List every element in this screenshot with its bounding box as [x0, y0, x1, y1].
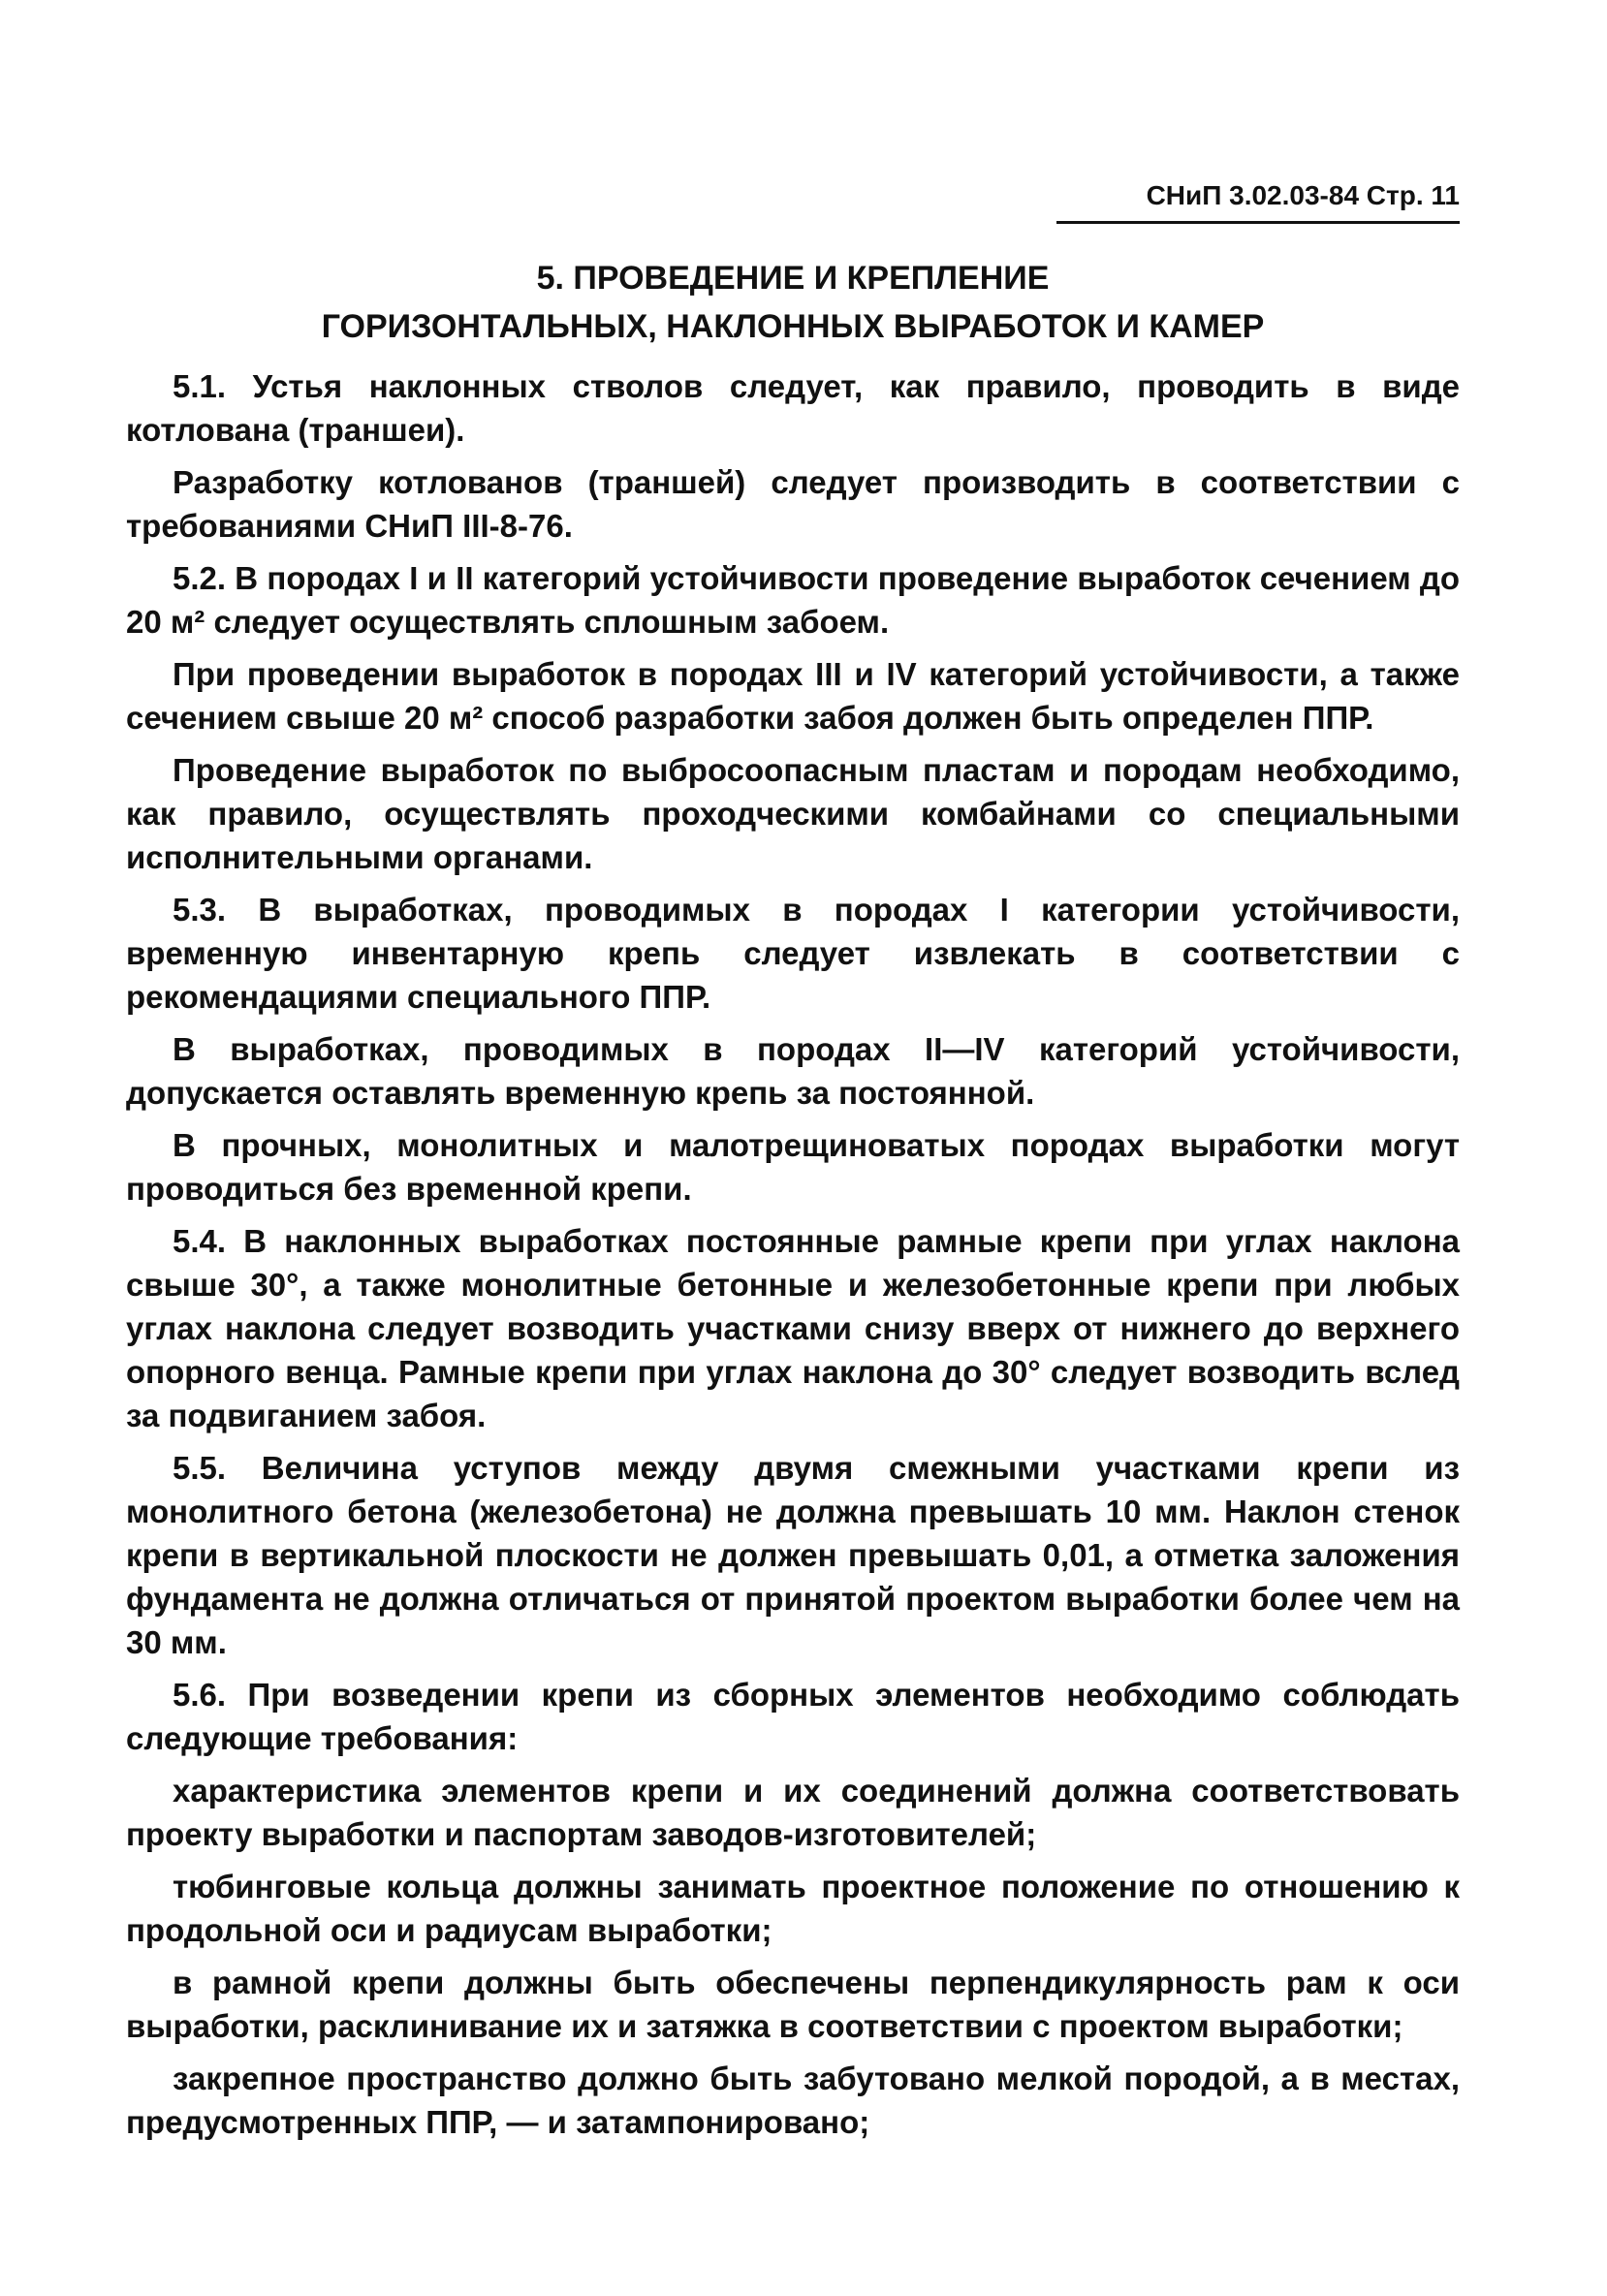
running-header	[1056, 176, 1460, 224]
section-title-line-2: ГОРИЗОНТАЛЬНЫХ, НАКЛОННЫХ ВЫРАБОТОК И КАМЕР	[321, 308, 1265, 345]
requirement-tubing-rings	[126, 1865, 1460, 1952]
clause-number: 5.5.	[173, 1450, 227, 1486]
paragraph-text: Устья наклонных стволов следует, как правило, проводить в виде котлована (траншеи).	[126, 368, 1460, 448]
clause-number: 5.1.	[173, 368, 227, 404]
paragraph-5-3-temporary	[126, 1027, 1460, 1115]
paragraph-5-3	[126, 888, 1460, 1019]
paragraph-5-2	[126, 556, 1460, 644]
clause-number: 5.6.	[173, 1677, 227, 1713]
clause-number: 5.4.	[173, 1223, 227, 1259]
paragraph-text: Разработку котлованов (траншей) следует производить в соответствии с требованиями СНиП III-8-76.	[126, 464, 1460, 544]
paragraph-5-1	[126, 364, 1460, 452]
requirement-frame-support	[126, 1961, 1460, 2048]
paragraph-text: При возведении крепи из сборных элементов необходимо соблюдать следующие требования:	[126, 1677, 1460, 1756]
requirement-elements	[126, 1769, 1460, 1856]
paragraph-5-1-continued	[126, 460, 1460, 548]
paragraph-text: В породах I и II категорий устойчивости проведение выработок сечением до 20 м² следует осуществлять сплошным забоем.	[126, 560, 1460, 640]
section-title	[126, 254, 1460, 351]
paragraph-text: характеристика элементов крепи и их соединений должна соответствовать проекту выработки и паспортам заводов-изготовителей;	[126, 1773, 1460, 1852]
paragraph-5-2-outburst	[126, 748, 1460, 879]
paragraph-text: тюбинговые кольца должны занимать проектное положение по отношению к продольной оси и радиусам выработки;	[126, 1869, 1460, 1948]
paragraph-5-6	[126, 1673, 1460, 1760]
clause-number: 5.2.	[173, 560, 227, 596]
paragraph-5-3-monolithic	[126, 1123, 1460, 1211]
clause-number: 5.3.	[173, 892, 227, 928]
paragraph-5-5	[126, 1446, 1460, 1664]
paragraph-text: При проведении выработок в породах III и IV категорий устойчивости, а также сечением свыше 20 м² способ разработки забоя должен быть определен ППР.	[126, 656, 1460, 736]
paragraph-text: Величина уступов между двумя смежными участками крепи из монолитного бетона (железобетона) не должна превышать 10 мм. Наклон стенок крепи в вертикальной плоскости не должен превышать 0,01, а отметка заложения фундамента не должна отличаться от принятой проектом выработки более чем на 30 мм.	[126, 1450, 1460, 1660]
requirement-backfill	[126, 2057, 1460, 2144]
document-body	[126, 364, 1460, 2153]
paragraph-text: закрепное пространство должно быть забутовано мелкой породой, а в местах, предусмотренных ППР, — и затампонировано;	[126, 2060, 1460, 2140]
paragraph-text: В прочных, монолитных и малотрещиноватых породах выработки могут проводиться без временной крепи.	[126, 1127, 1460, 1207]
paragraph-text: В выработках, проводимых в породах I категории устойчивости, временную инвентарную крепь следует извлекать в соответствии с рекомендациями специального ППР.	[126, 892, 1460, 1015]
paragraph-text: Проведение выработок по выбросоопасным пластам и породам необходимо, как правило, осуществлять проходческими комбайнами со специальными исполнительными органами.	[126, 752, 1460, 875]
paragraph-5-2-categories	[126, 652, 1460, 739]
paragraph-5-4	[126, 1219, 1460, 1437]
paragraph-text: В выработках, проводимых в породах II—IV категорий устойчивости, допускается оставлять временную крепь за постоянной.	[126, 1031, 1460, 1111]
running-title: СНиП 3.02.03-84 Стр. 11	[1146, 180, 1460, 210]
paragraph-text: В наклонных выработках постоянные рамные крепи при углах наклона свыше 30°, а также монолитные бетонные и железобетонные крепи при любых углах наклона следует возводить участками снизу вверх от нижнего до верхнего опорного венца. Рамные крепи при углах наклона до 30° следует возводить вслед за подвиганием забоя.	[126, 1223, 1460, 1433]
paragraph-text: в рамной крепи должны быть обеспечены перпендикулярность рам к оси выработки, расклинивание их и затяжка в соответствии с проектом выработки;	[126, 1965, 1460, 2044]
section-title-line-1: 5. ПРОВЕДЕНИЕ И КРЕПЛЕНИЕ	[536, 260, 1050, 297]
